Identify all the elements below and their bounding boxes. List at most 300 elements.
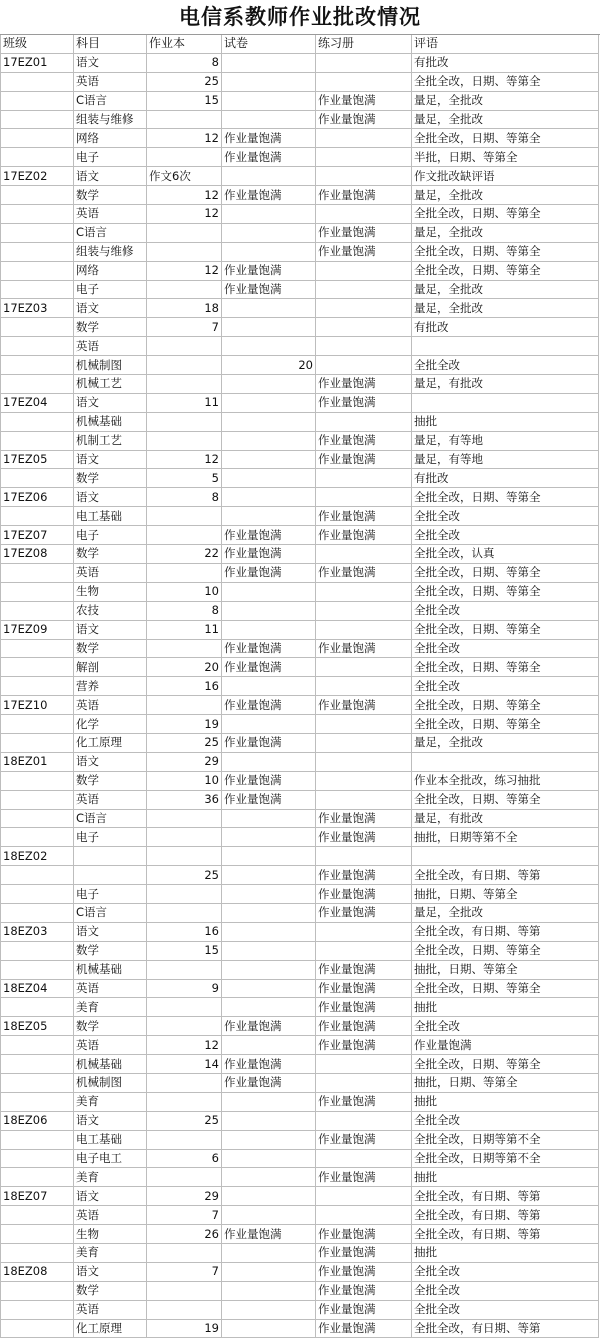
cell-class: 18EZ02 — [1, 847, 74, 866]
cell-subject: 组装与维修 — [74, 110, 147, 129]
cell-exam — [222, 299, 316, 318]
cell-homework — [147, 885, 222, 904]
cell-homework: 14 — [147, 1055, 222, 1074]
table-row — [1, 903, 599, 922]
cell-class — [1, 1206, 74, 1225]
cell-subject: 数学 — [74, 771, 147, 790]
cell-exam — [222, 1300, 316, 1319]
cell-class: 17EZ06 — [1, 488, 74, 507]
cell-workbook: 作业量饱满 — [316, 223, 412, 242]
cell-workbook — [316, 1073, 412, 1092]
cell-comment — [412, 847, 599, 866]
cell-workbook — [316, 715, 412, 734]
cell-homework — [147, 639, 222, 658]
cell-exam — [222, 752, 316, 771]
cell-exam — [222, 998, 316, 1017]
cell-exam: 作业量饱满 — [222, 545, 316, 564]
table-row — [1, 696, 599, 715]
cell-class — [1, 72, 74, 91]
cell-exam — [222, 91, 316, 110]
cell-class — [1, 412, 74, 431]
table-row — [1, 1187, 599, 1206]
cell-comment: 全批全改，日期、等第全 — [412, 242, 599, 261]
table-row — [1, 148, 599, 167]
cell-comment: 全批全改，有日期、等第 — [412, 1225, 599, 1244]
cell-exam — [222, 223, 316, 242]
cell-workbook — [316, 148, 412, 167]
cell-subject: 语文 — [74, 167, 147, 186]
table-row — [1, 1111, 599, 1130]
cell-class — [1, 337, 74, 356]
cell-homework: 11 — [147, 393, 222, 412]
table-row — [1, 582, 599, 601]
cell-class: 17EZ02 — [1, 167, 74, 186]
cell-subject: 机械基础 — [74, 1055, 147, 1074]
table-row — [1, 1055, 599, 1074]
cell-class: 17EZ10 — [1, 696, 74, 715]
cell-subject: 电工基础 — [74, 507, 147, 526]
cell-workbook — [316, 582, 412, 601]
cell-class — [1, 1225, 74, 1244]
cell-workbook: 作业量饱满 — [316, 450, 412, 469]
cell-homework: 6 — [147, 1149, 222, 1168]
cell-workbook — [316, 261, 412, 280]
cell-class — [1, 469, 74, 488]
cell-comment: 全批全改，有日期、等第 — [412, 922, 599, 941]
cell-comment: 全批全改，日期、等第全 — [412, 261, 599, 280]
cell-comment: 抽批 — [412, 1168, 599, 1187]
cell-workbook: 作业量饱满 — [316, 375, 412, 394]
header-workbook: 练习册 — [316, 35, 412, 53]
table-row — [1, 1319, 599, 1338]
cell-comment: 量足，全批改 — [412, 903, 599, 922]
cell-homework: 12 — [147, 1036, 222, 1055]
cell-comment: 量足，有等地 — [412, 431, 599, 450]
cell-workbook — [316, 337, 412, 356]
cell-exam — [222, 318, 316, 337]
cell-class — [1, 1319, 74, 1338]
cell-subject: 数学 — [74, 186, 147, 205]
cell-exam — [222, 488, 316, 507]
cell-homework: 22 — [147, 545, 222, 564]
table-row — [1, 1036, 599, 1055]
cell-homework — [147, 280, 222, 299]
table-row — [1, 186, 599, 205]
table-row — [1, 620, 599, 639]
table-row — [1, 242, 599, 261]
table-row — [1, 752, 599, 771]
cell-exam — [222, 393, 316, 412]
cell-exam — [222, 866, 316, 885]
cell-homework: 29 — [147, 1187, 222, 1206]
header-exam: 试卷 — [222, 35, 316, 53]
cell-workbook — [316, 1206, 412, 1225]
table-row — [1, 1244, 599, 1263]
cell-class: 17EZ05 — [1, 450, 74, 469]
cell-comment — [412, 393, 599, 412]
cell-comment: 有批改 — [412, 469, 599, 488]
cell-exam — [222, 1036, 316, 1055]
cell-homework — [147, 696, 222, 715]
cell-subject: 数学 — [74, 469, 147, 488]
cell-class — [1, 1130, 74, 1149]
cell-class — [1, 715, 74, 734]
cell-homework — [147, 526, 222, 545]
cell-class — [1, 507, 74, 526]
cell-workbook: 作业量饱满 — [316, 828, 412, 847]
cell-homework — [147, 828, 222, 847]
table-row — [1, 223, 599, 242]
cell-exam: 作业量饱满 — [222, 790, 316, 809]
cell-subject: 语文 — [74, 1262, 147, 1281]
table-row — [1, 318, 599, 337]
cell-homework — [147, 1281, 222, 1300]
cell-comment: 抽批 — [412, 1092, 599, 1111]
cell-subject: 美育 — [74, 1168, 147, 1187]
cell-exam — [222, 677, 316, 696]
cell-class: 18EZ07 — [1, 1187, 74, 1206]
cell-workbook — [316, 941, 412, 960]
cell-subject: 机械制图 — [74, 1073, 147, 1092]
cell-comment: 全批全改 — [412, 1281, 599, 1300]
cell-homework — [147, 1244, 222, 1263]
table-row — [1, 299, 599, 318]
cell-homework: 7 — [147, 1262, 222, 1281]
cell-subject: 英语 — [74, 72, 147, 91]
cell-subject: 数学 — [74, 545, 147, 564]
cell-homework: 11 — [147, 620, 222, 639]
cell-class — [1, 1149, 74, 1168]
cell-workbook — [316, 205, 412, 224]
cell-class — [1, 242, 74, 261]
cell-class — [1, 960, 74, 979]
cell-exam: 作业量饱满 — [222, 1055, 316, 1074]
cell-workbook: 作业量饱满 — [316, 903, 412, 922]
cell-exam: 作业量饱满 — [222, 1073, 316, 1092]
cell-subject: 机械工艺 — [74, 375, 147, 394]
cell-exam — [222, 242, 316, 261]
cell-subject: 语文 — [74, 53, 147, 72]
cell-workbook — [316, 1187, 412, 1206]
cell-homework — [147, 1130, 222, 1149]
cell-class — [1, 1281, 74, 1300]
table-body — [1, 53, 599, 1338]
cell-subject: 化工原理 — [74, 1319, 147, 1338]
cell-exam — [222, 601, 316, 620]
cell-class — [1, 601, 74, 620]
cell-subject: 数学 — [74, 318, 147, 337]
cell-workbook: 作业量饱满 — [316, 110, 412, 129]
cell-comment: 全批全改，日期、等第全 — [412, 790, 599, 809]
cell-class: 17EZ03 — [1, 299, 74, 318]
cell-workbook — [316, 356, 412, 375]
cell-subject: 数学 — [74, 639, 147, 658]
table-row — [1, 1206, 599, 1225]
cell-subject: 机制工艺 — [74, 431, 147, 450]
cell-comment: 全批全改，日期、等第全 — [412, 715, 599, 734]
cell-homework — [147, 1300, 222, 1319]
cell-homework — [147, 110, 222, 129]
cell-subject: 语文 — [74, 1111, 147, 1130]
cell-homework: 15 — [147, 941, 222, 960]
table-row — [1, 393, 599, 412]
cell-subject: 英语 — [74, 205, 147, 224]
cell-comment: 抽批，日期、等第全 — [412, 960, 599, 979]
cell-workbook — [316, 752, 412, 771]
cell-exam — [222, 469, 316, 488]
cell-comment — [412, 337, 599, 356]
cell-exam — [222, 167, 316, 186]
table-row — [1, 601, 599, 620]
cell-subject: C语言 — [74, 91, 147, 110]
cell-workbook — [316, 1149, 412, 1168]
cell-comment: 全批全改，有日期、等第 — [412, 1319, 599, 1338]
table-row — [1, 280, 599, 299]
cell-workbook: 作业量饱满 — [316, 507, 412, 526]
cell-subject: 英语 — [74, 696, 147, 715]
cell-comment: 全批全改 — [412, 526, 599, 545]
cell-subject: 英语 — [74, 790, 147, 809]
cell-exam — [222, 431, 316, 450]
table-row — [1, 922, 599, 941]
cell-comment: 全批全改，日期、等第全 — [412, 1055, 599, 1074]
cell-exam: 作业量饱满 — [222, 696, 316, 715]
cell-comment: 抽批，日期、等第全 — [412, 885, 599, 904]
table-row — [1, 526, 599, 545]
cell-subject: 美育 — [74, 1244, 147, 1263]
cell-homework: 10 — [147, 582, 222, 601]
header-comment: 评语 — [412, 35, 599, 53]
cell-comment: 量足，全批改 — [412, 110, 599, 129]
cell-homework: 16 — [147, 922, 222, 941]
table-row — [1, 488, 599, 507]
cell-subject: 语文 — [74, 488, 147, 507]
table-row — [1, 639, 599, 658]
table-row — [1, 205, 599, 224]
table-row — [1, 847, 599, 866]
cell-comment: 全批全改，日期、等第全 — [412, 488, 599, 507]
table-row — [1, 1130, 599, 1149]
cell-class — [1, 658, 74, 677]
cell-exam — [222, 828, 316, 847]
cell-workbook: 作业量饱满 — [316, 1017, 412, 1036]
cell-subject — [74, 847, 147, 866]
header-class: 班级 — [1, 35, 74, 53]
cell-workbook: 作业量饱满 — [316, 979, 412, 998]
cell-exam — [222, 53, 316, 72]
cell-homework: 19 — [147, 715, 222, 734]
cell-class — [1, 129, 74, 148]
cell-subject: 英语 — [74, 1206, 147, 1225]
cell-class — [1, 563, 74, 582]
cell-homework — [147, 1017, 222, 1036]
cell-comment: 量足，有批改 — [412, 809, 599, 828]
cell-class — [1, 318, 74, 337]
cell-exam: 作业量饱满 — [222, 639, 316, 658]
cell-exam — [222, 1168, 316, 1187]
header-row — [1, 35, 599, 53]
cell-comment: 全批全改 — [412, 601, 599, 620]
cell-homework — [147, 148, 222, 167]
cell-comment: 量足，全批改 — [412, 299, 599, 318]
cell-comment: 全批全改，日期、等第全 — [412, 205, 599, 224]
cell-homework: 19 — [147, 1319, 222, 1338]
cell-class — [1, 1168, 74, 1187]
cell-subject: 英语 — [74, 1036, 147, 1055]
cell-comment: 量足，全批改 — [412, 280, 599, 299]
cell-class: 17EZ01 — [1, 53, 74, 72]
cell-class — [1, 91, 74, 110]
cell-class — [1, 828, 74, 847]
cell-subject: 生物 — [74, 1225, 147, 1244]
table-row — [1, 110, 599, 129]
table-row — [1, 167, 599, 186]
table-row — [1, 733, 599, 752]
cell-exam — [222, 375, 316, 394]
cell-subject: 网络 — [74, 261, 147, 280]
table-row — [1, 979, 599, 998]
header-subject: 科目 — [74, 35, 147, 53]
cell-exam — [222, 507, 316, 526]
cell-exam — [222, 1206, 316, 1225]
table-row — [1, 375, 599, 394]
cell-workbook: 作业量饱满 — [316, 1130, 412, 1149]
cell-exam — [222, 1130, 316, 1149]
page-title: 电信系教师作业批改情况 — [0, 0, 600, 35]
cell-comment: 抽批 — [412, 998, 599, 1017]
cell-comment: 全批全改，日期、等第全 — [412, 129, 599, 148]
cell-workbook — [316, 53, 412, 72]
cell-comment: 量足，全批改 — [412, 223, 599, 242]
cell-subject: 英语 — [74, 1300, 147, 1319]
cell-comment: 量足，全批改 — [412, 186, 599, 205]
cell-exam — [222, 412, 316, 431]
cell-homework: 作文6次 — [147, 167, 222, 186]
cell-workbook: 作业量饱满 — [316, 1244, 412, 1263]
cell-comment: 抽批 — [412, 412, 599, 431]
table-row — [1, 450, 599, 469]
cell-workbook: 作业量饱满 — [316, 809, 412, 828]
cell-exam — [222, 941, 316, 960]
cell-comment: 抽批，日期、等第全 — [412, 1073, 599, 1092]
cell-workbook — [316, 72, 412, 91]
table-row — [1, 1092, 599, 1111]
cell-class — [1, 582, 74, 601]
cell-exam — [222, 715, 316, 734]
cell-workbook: 作业量饱满 — [316, 866, 412, 885]
cell-exam: 作业量饱满 — [222, 186, 316, 205]
cell-homework — [147, 337, 222, 356]
cell-workbook — [316, 1111, 412, 1130]
cell-workbook: 作业量饱满 — [316, 91, 412, 110]
cell-exam: 作业量饱满 — [222, 1017, 316, 1036]
cell-workbook — [316, 318, 412, 337]
table-row — [1, 545, 599, 564]
cell-subject: C语言 — [74, 809, 147, 828]
cell-subject: 农技 — [74, 601, 147, 620]
cell-class — [1, 733, 74, 752]
table-row — [1, 412, 599, 431]
cell-comment: 全批全改，日期、等第全 — [412, 941, 599, 960]
table-row — [1, 431, 599, 450]
cell-workbook — [316, 545, 412, 564]
table-row — [1, 507, 599, 526]
cell-class — [1, 639, 74, 658]
cell-subject: 数学 — [74, 941, 147, 960]
cell-workbook — [316, 299, 412, 318]
cell-workbook: 作业量饱满 — [316, 186, 412, 205]
cell-workbook: 作业量饱满 — [316, 526, 412, 545]
cell-class — [1, 1092, 74, 1111]
cell-comment: 量足，有等地 — [412, 450, 599, 469]
cell-homework — [147, 847, 222, 866]
cell-workbook: 作业量饱满 — [316, 242, 412, 261]
cell-workbook: 作业量饱满 — [316, 1225, 412, 1244]
cell-homework — [147, 412, 222, 431]
cell-workbook — [316, 488, 412, 507]
cell-subject: 电子 — [74, 280, 147, 299]
cell-homework: 7 — [147, 318, 222, 337]
cell-comment: 全批全改，日期、等第全 — [412, 582, 599, 601]
cell-comment: 全批全改 — [412, 1111, 599, 1130]
cell-subject: 电子 — [74, 885, 147, 904]
cell-exam — [222, 1281, 316, 1300]
cell-homework: 15 — [147, 91, 222, 110]
cell-homework — [147, 242, 222, 261]
cell-exam: 作业量饱满 — [222, 771, 316, 790]
cell-workbook — [316, 412, 412, 431]
cell-comment: 全批全改，有日期、等第 — [412, 866, 599, 885]
cell-exam: 作业量饱满 — [222, 563, 316, 582]
cell-subject: 美育 — [74, 998, 147, 1017]
cell-comment: 全批全改 — [412, 1017, 599, 1036]
cell-workbook — [316, 677, 412, 696]
cell-class: 17EZ04 — [1, 393, 74, 412]
cell-subject: 机械基础 — [74, 412, 147, 431]
table-row — [1, 129, 599, 148]
cell-class — [1, 790, 74, 809]
cell-workbook: 作业量饱满 — [316, 1036, 412, 1055]
cell-comment: 全批全改，认真 — [412, 545, 599, 564]
cell-subject: 电子 — [74, 828, 147, 847]
cell-homework: 7 — [147, 1206, 222, 1225]
cell-workbook — [316, 922, 412, 941]
cell-class — [1, 375, 74, 394]
cell-exam: 作业量饱满 — [222, 733, 316, 752]
cell-homework: 29 — [147, 752, 222, 771]
cell-comment: 全批全改，日期、等第全 — [412, 72, 599, 91]
table-row — [1, 1300, 599, 1319]
table-row — [1, 941, 599, 960]
cell-workbook: 作业量饱满 — [316, 393, 412, 412]
cell-workbook: 作业量饱满 — [316, 960, 412, 979]
cell-class: 18EZ04 — [1, 979, 74, 998]
cell-homework: 16 — [147, 677, 222, 696]
cell-subject: C语言 — [74, 223, 147, 242]
table-row — [1, 1017, 599, 1036]
cell-homework: 10 — [147, 771, 222, 790]
table-row — [1, 866, 599, 885]
table-row — [1, 960, 599, 979]
cell-exam — [222, 1319, 316, 1338]
cell-homework — [147, 563, 222, 582]
cell-homework: 8 — [147, 601, 222, 620]
cell-homework: 20 — [147, 658, 222, 677]
cell-class — [1, 431, 74, 450]
cell-comment: 全批全改，日期、等第全 — [412, 979, 599, 998]
table-row — [1, 1281, 599, 1300]
cell-comment: 作业量饱满 — [412, 1036, 599, 1055]
